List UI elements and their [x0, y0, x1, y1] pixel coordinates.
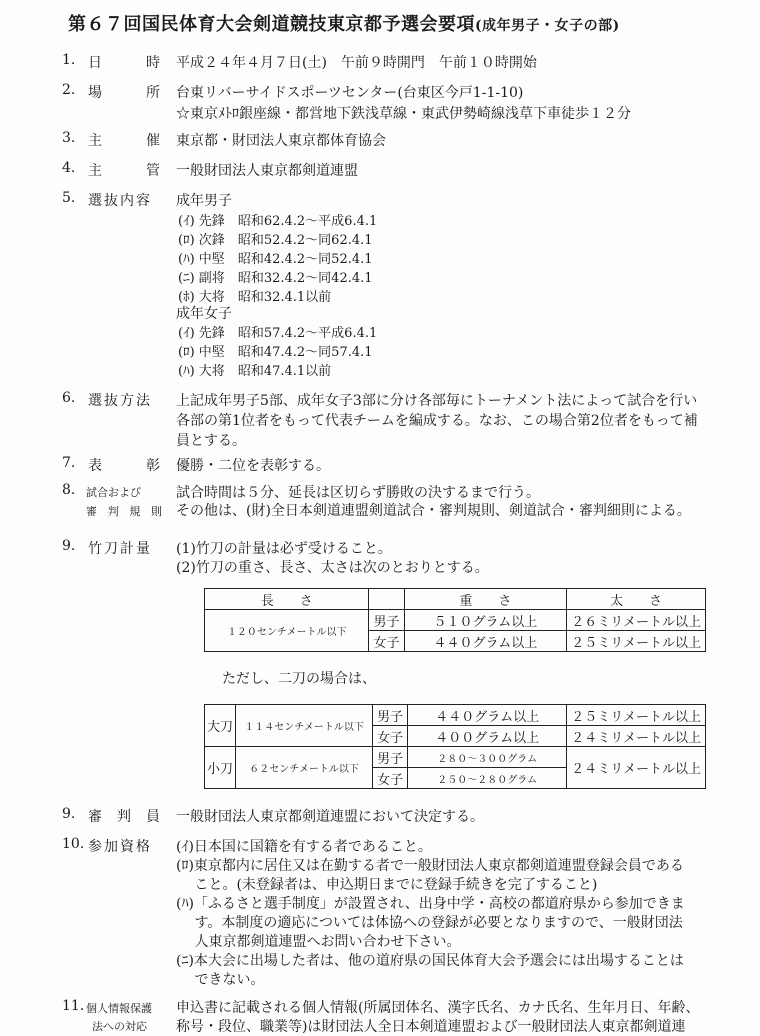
women-row: (ﾛ) 中堅 昭和47.4.2〜同57.4.1 [178, 345, 373, 360]
venue-line-2: ☆東京ﾒﾄﾛ銀座線・都営地下鉄浅草線・東武伊勢崎線浅草下車徒歩１２分 [176, 106, 631, 122]
eligibility-line: (ｲ)日本国に国籍を有する者であること。 [176, 839, 432, 855]
item-number-5: 5. [62, 190, 76, 206]
item-number-8: 8. [62, 482, 76, 498]
weight-cell: ２５０〜２８０グラム [408, 768, 567, 789]
eligibility-line: (ﾛ)東京都内に居住又は在勤する者で一般財団法人東京都剣道連盟登録会員である [176, 858, 684, 874]
shoto-length: ６２センチメートル以下 [236, 747, 373, 789]
method-line-3: 員とする。 [176, 433, 246, 449]
eligibility-line: 人東京都剣道連盟へお問い合わせ下さい。 [176, 934, 461, 950]
men-row: (ﾆ) 副将 昭和32.4.2〜同42.4.1 [178, 271, 373, 286]
item-number-9: 9. [62, 538, 76, 554]
match-line-1: 試合時間は５分、延長は区切らず勝敗の決するまで行う。 [176, 485, 540, 501]
item-label-eligibility: 参加資格 [88, 839, 152, 855]
award-text: 優勝・二位を表彰する。 [176, 458, 330, 474]
sex-cell: 男子 [369, 610, 404, 631]
item-label-selection: 選抜内容 [88, 193, 152, 209]
item-label-match-1: 試合および [86, 486, 141, 499]
men-row: (ｲ) 先鋒 昭和62.4.2〜平成6.4.1 [178, 214, 378, 229]
weight-cell: ５１０グラム以上 [404, 610, 567, 631]
date-text: 平成２４年４月７日(土) 午前９時開門 午前１０時開始 [176, 55, 537, 71]
sex-cell: 男子 [373, 705, 408, 726]
sex-cell: 男子 [373, 747, 408, 768]
item-number-10: 10. [62, 836, 85, 852]
weight-cell: ４４０グラム以上 [404, 631, 567, 652]
item-label-date: 日 時 [88, 55, 160, 71]
length-cell: １２０センチメートル以下 [205, 610, 369, 652]
organizer-text: 東京都・財団法人東京都体育協会 [176, 133, 386, 149]
title-main: 第６７回国民体育大会剣道競技東京都予選会要項 [68, 14, 475, 35]
daito-name: 大刀 [205, 705, 236, 747]
item-number-7: 7. [62, 455, 76, 471]
item-number-6: 6. [62, 390, 76, 406]
privacy-line-1: 申込書に記載される個人情報(所属団体名、漢字氏名、カナ氏名、生年月日、年齢、 [176, 1000, 700, 1016]
thickness-cell: ２５ミリメートル以上 [567, 705, 706, 726]
women-row: (ｲ) 先鋒 昭和57.4.2〜平成6.4.1 [178, 326, 378, 341]
item-label-shinai: 竹刀計量 [88, 541, 152, 557]
match-line-2: その他は、(財)全日本剣道連盟剣道試合・審判規則、剣道試合・審判細則による。 [176, 503, 691, 519]
item-label-organizer: 主 催 [88, 133, 160, 149]
sex-cell: 女子 [369, 631, 404, 652]
men-row: (ﾛ) 次鋒 昭和52.4.2〜同62.4.1 [178, 233, 373, 248]
method-line-2: 各部の第1位者をもって代表チームを編成する。なお、この場合第2位者をもって補 [176, 413, 698, 429]
nito-table [204, 704, 706, 789]
sex-cell: 女子 [373, 726, 408, 747]
management-text: 一般財団法人東京都剣道連盟 [176, 163, 358, 179]
weight-cell: ４００グラム以上 [408, 726, 567, 747]
item-number-3: 3. [62, 130, 76, 146]
item-label-match-2: 審 判 規 則 [86, 505, 162, 518]
item-label-venue: 場 所 [88, 85, 160, 101]
header-thickness: 太 さ [567, 589, 706, 610]
shoto-thickness: ２４ミリメートル以上 [567, 747, 706, 789]
shinai-line-2: (2)竹刀の重さ、長さ、太さは次のとおりとする。 [176, 560, 489, 576]
item-number-2: 2. [62, 82, 76, 98]
header-length: 長 さ [205, 589, 369, 610]
item-number-1: 1. [62, 52, 76, 68]
shinai-table [204, 588, 706, 652]
thickness-cell: ２６ミリメートル以上 [567, 610, 706, 631]
eligibility-line: こと。(未登録者は、申込期日までに登録手続きを完了すること) [176, 877, 598, 893]
header-weight: 重 さ [404, 589, 567, 610]
eligibility-line: す。本制度の適応については体協への登録が必要となりますので、一般財団法 [176, 915, 683, 931]
item-number-9b: 9. [62, 806, 76, 822]
page-title [68, 10, 620, 36]
title-sub: (成年男子・女子の部) [475, 18, 620, 34]
method-line-1: 上記成年男子5部、成年女子3部に分け各部毎にトーナメント法によって試合を行い [176, 393, 698, 409]
item-number-4: 4. [62, 160, 76, 176]
item-label-method: 選抜方法 [88, 393, 152, 409]
eligibility-line: できない。 [176, 972, 265, 988]
shinai-line-1: (1)竹刀の計量は必ず受けること。 [176, 541, 392, 557]
women-row: (ﾊ) 大将 昭和47.4.1以前 [178, 364, 332, 379]
eligibility-line: (ﾆ)本大会に出場した者は、他の道府県の国民体育大会予選会には出場することは [176, 953, 684, 969]
women-title: 成年女子 [176, 306, 232, 322]
weight-cell: ２８０〜３００グラム [408, 747, 567, 768]
item-label-privacy-2: 法への対応 [92, 1020, 147, 1033]
nito-note: ただし、二刀の場合は、 [222, 671, 376, 687]
item-label-referees: 審 判 員 [88, 809, 160, 825]
sex-cell: 女子 [373, 768, 408, 789]
item-label-privacy-1: 個人情報保護 [86, 1002, 152, 1015]
men-title: 成年男子 [176, 193, 232, 209]
daito-length: １１４センチメートル以下 [236, 705, 373, 747]
privacy-line-2: 称号・段位、職業等)は財団法人全日本剣道連盟および一般財団法人東京都剣道連 [176, 1019, 686, 1035]
weight-cell: ４４０グラム以上 [408, 705, 567, 726]
men-row: (ﾎ) 大将 昭和32.4.1以前 [178, 290, 332, 305]
thickness-cell: ２４ミリメートル以上 [567, 726, 706, 747]
shoto-name: 小刀 [205, 747, 236, 789]
thickness-cell: ２５ミリメートル以上 [567, 631, 706, 652]
referees-text: 一般財団法人東京都剣道連盟において決定する。 [176, 809, 484, 825]
item-label-management: 主 管 [88, 163, 160, 179]
eligibility-line: (ﾊ)「ふるさと選手制度」が設置され、出身中学・高校の都道府県から参加できま [176, 896, 685, 912]
venue-line-1: 台東リバーサイドスポーツセンター(台東区今戸1-1-10) [176, 85, 524, 101]
item-number-11: 11. [62, 998, 85, 1014]
item-label-award: 表 彰 [88, 458, 160, 474]
men-row: (ﾊ) 中堅 昭和42.4.2〜同52.4.1 [178, 252, 373, 267]
